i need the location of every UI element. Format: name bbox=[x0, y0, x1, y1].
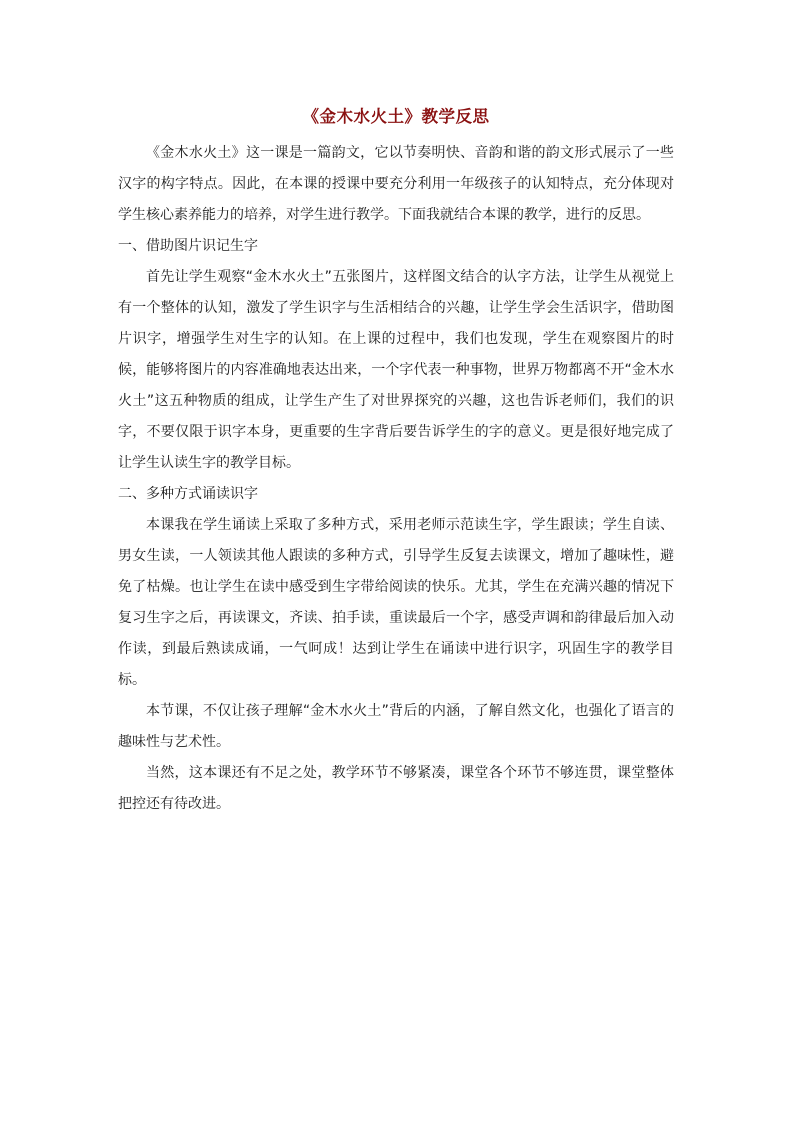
section-1-heading: 一、借助图片识记生字 bbox=[118, 238, 258, 254]
section-1-paragraph: 首先让学生观察“金木水火土”五张图片，这样图文结合的认字方法，让学生从视觉上有一个整体的认知，激发了学生识字与生活相结合的兴趣，让学生学会生活识字，借助图片识字，增强学生对生字的认知。在上课的过程中，我们也发现，学生在观察图片的时候，能够将图片的内容准确地表达出来，一个字代表一种事物，世界万物都离不开“金木水火土”这五种物质的组成，让学生产生了对世界探究的兴趣，这也告诉老师们，我们的识字，不要仅限于识字本身，更重要的生字背后要告诉学生的字的意义。更是很好地完成了让学生认读生字的教学目标。 bbox=[118, 269, 674, 471]
summary-paragraph: 本节课，不仅让孩子理解“金木水火土”背后的内涵，了解自然文化，也强化了语言的趣味性与艺术性。 bbox=[118, 703, 674, 750]
document-title: 《金木水火土》教学反思 bbox=[302, 107, 490, 126]
conclusion-paragraph: 当然，这本课还有不足之处，教学环节不够紧凑，课堂各个环节不够连贯，课堂整体把控还有待改进。 bbox=[118, 765, 674, 812]
section-2-paragraph: 本课我在学生诵读上采取了多种方式，采用老师示范读生字，学生跟读；学生自读、男女生读，一人领读其他人跟读的多种方式，引导学生反复去读课文，增加了趣味性，避免了枯燥。也让学生在读中感受到生字带给阅读的快乐。尤其，学生在充满兴趣的情况下复习生字之后，再读课文，齐读、拍手读，重读最后一个字，感受声调和韵律最后加入动作读，到最后熟读成诵，一气呵成！达到让学生在诵读中进行识字，巩固生字的教学目标。 bbox=[118, 517, 674, 688]
section-2-heading: 二、多种方式诵读识字 bbox=[118, 486, 258, 502]
intro-paragraph: 《金木水火土》这一课是一篇韵文，它以节奏明快、音韵和谐的韵文形式展示了一些汉字的构字特点。因此，在本课的授课中要充分利用一年级孩子的认知特点，充分体现对学生核心素养能力的培养，对学生进行教学。下面我就结合本课的教学，进行的反思。 bbox=[118, 145, 674, 223]
document-content bbox=[118, 100, 674, 820]
